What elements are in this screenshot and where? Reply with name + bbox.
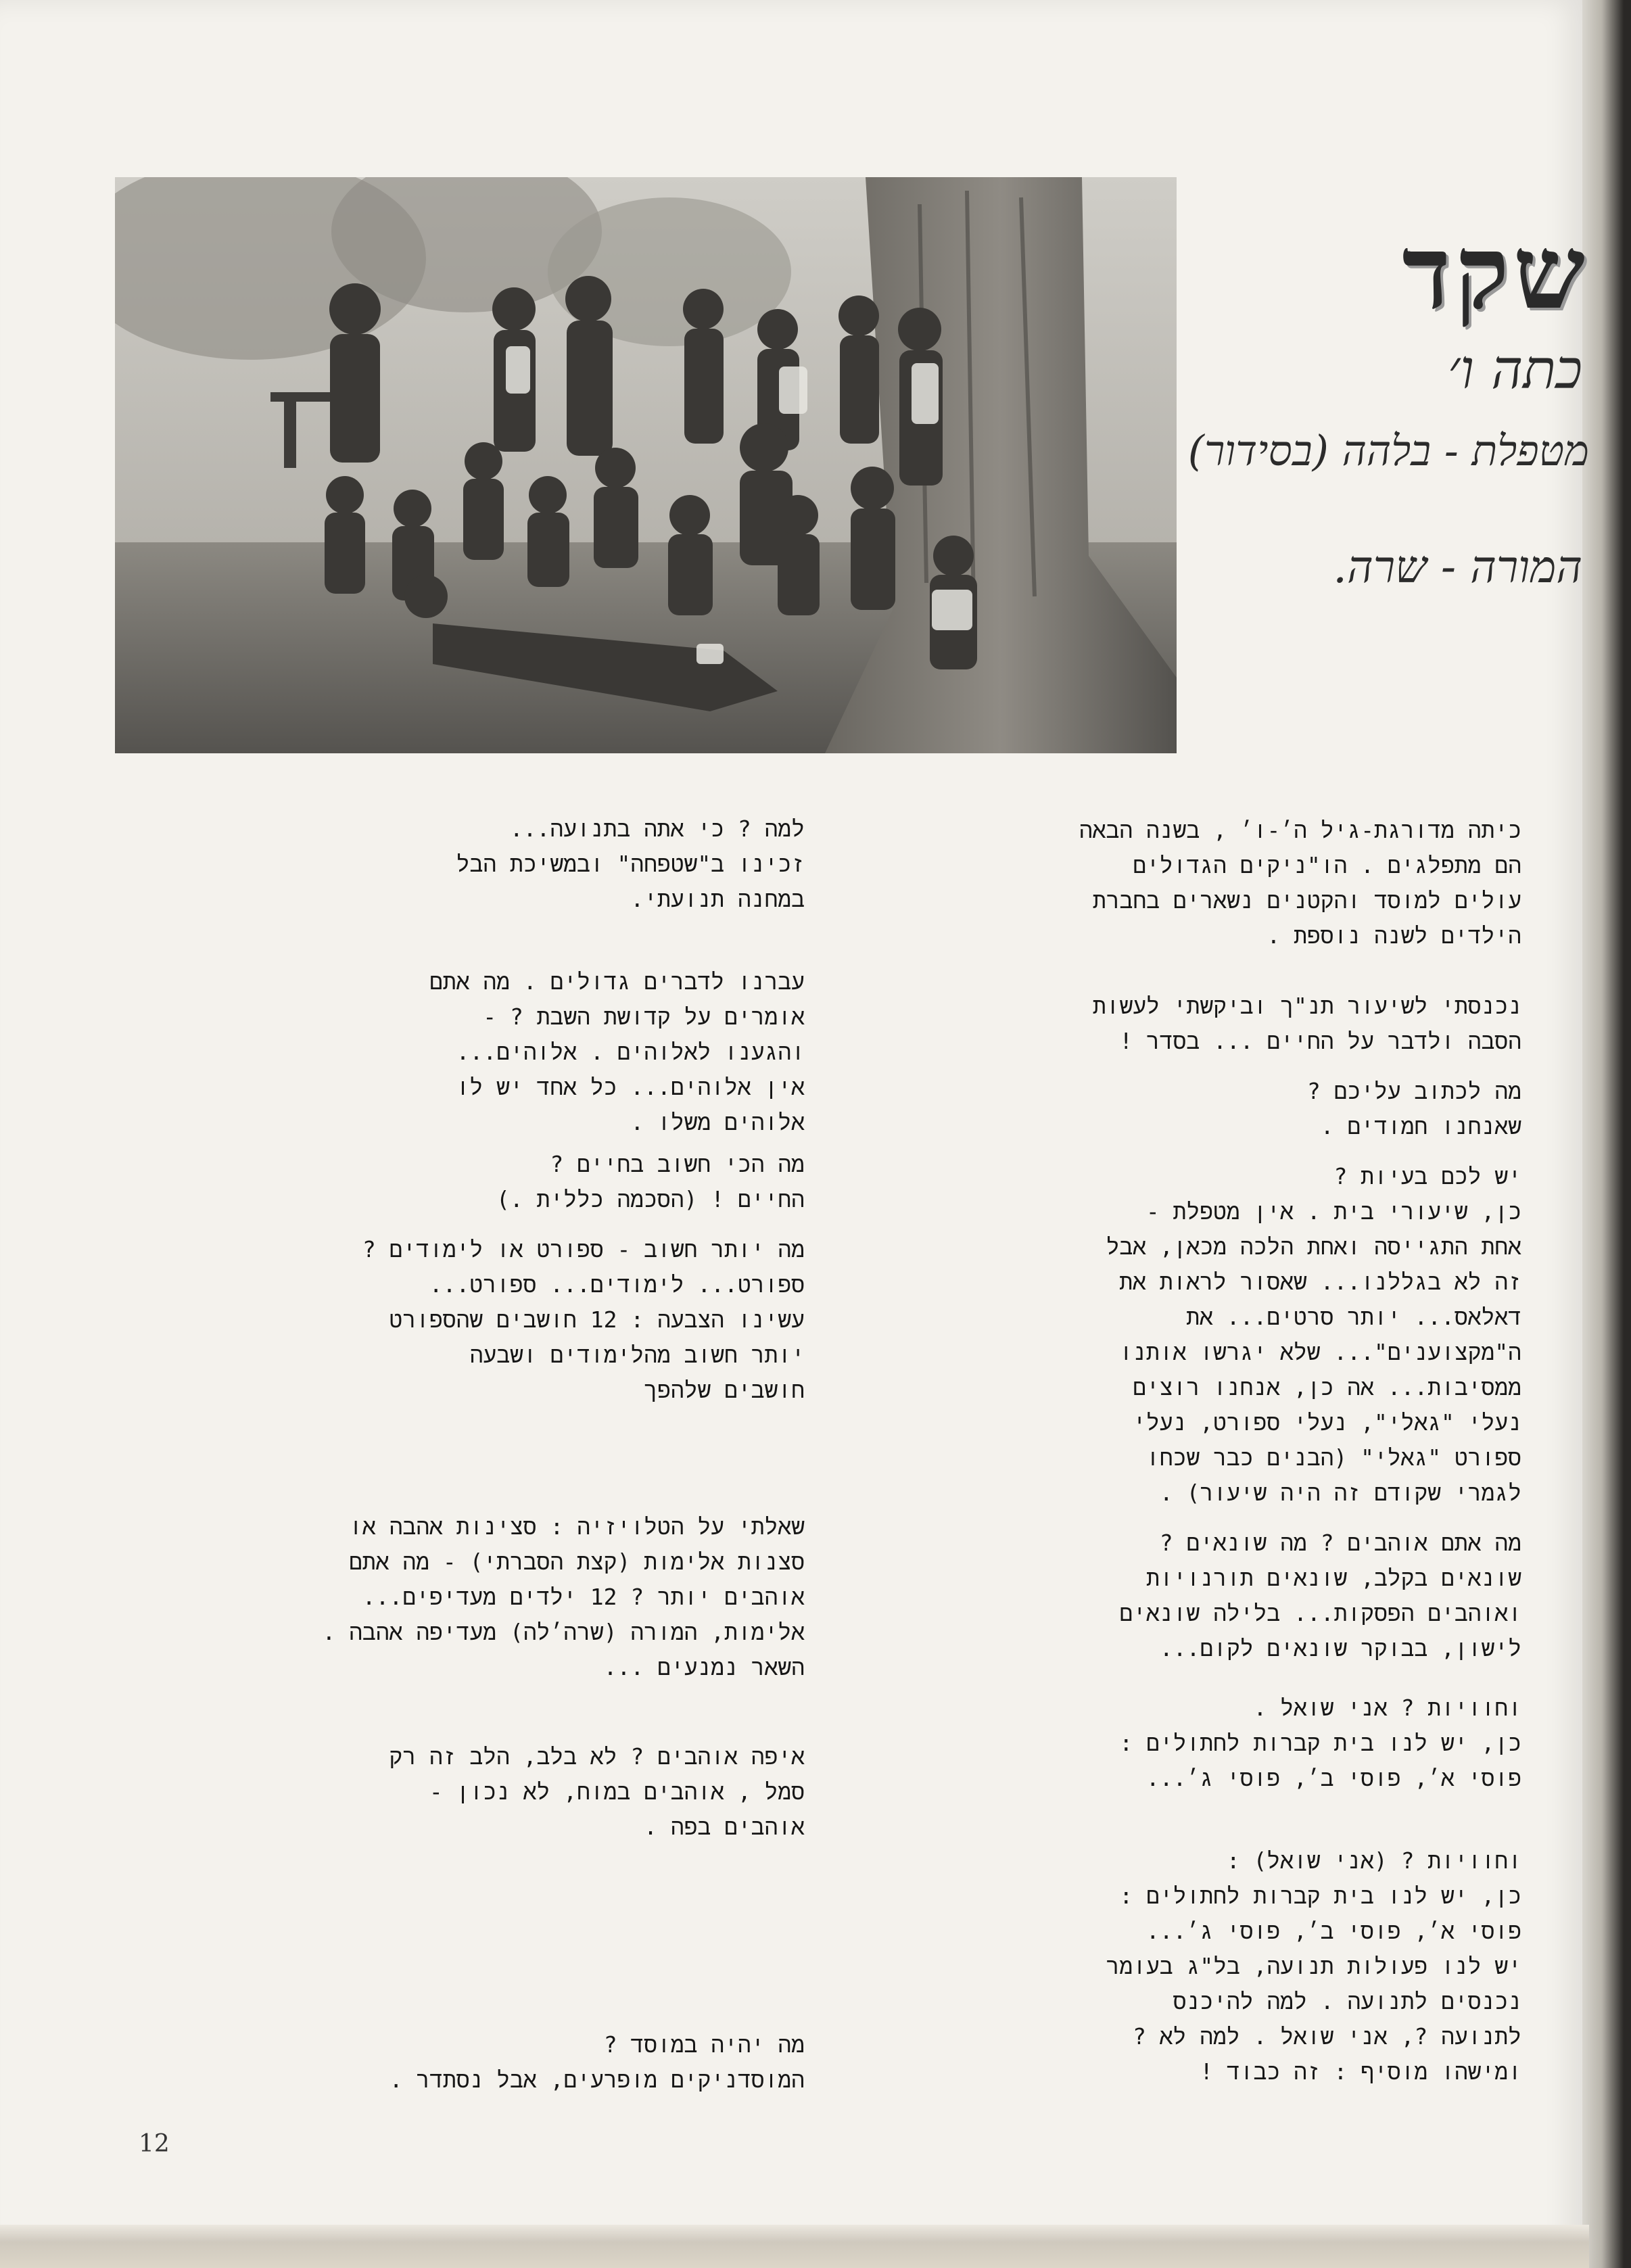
text-line: אלימות, המורה (שרה׳לה) מעדיפה אהבה . (322, 1619, 805, 1645)
text-line: כיתה מדורגת-גיל ה׳-ו׳ , בשנה הבאה (1079, 817, 1521, 843)
paragraph (128, 1739, 805, 1845)
text-line: סצנות אלימות (קצת הסברתי) - מה אתם (349, 1549, 805, 1575)
text-line: ומישהו מוסיף : זה כבוד ! (1200, 2058, 1521, 2085)
text-line: יש לכם בעיות ? (1333, 1163, 1521, 1189)
text-line: נעלי "גאלי", נעלי ספורט, נעלי (1133, 1409, 1521, 1436)
text-line: עברנו לדברים גדולים . מה אתם (429, 968, 805, 995)
text-line: יש לנו פעולות תנועה, בל"ג בעומר (1106, 1953, 1521, 1979)
text-line: אחת התגייסה ואחת הלכה מכאן, אבל (1106, 1233, 1521, 1260)
paragraph (838, 1526, 1521, 1666)
text-line: ממסיבות... אה כן, אנחנו רוצים (1133, 1374, 1521, 1400)
caregiver-note: מטפלת - בלהה (בסידור) (1187, 426, 1589, 475)
text-line: מה יהיה במוסד ? (603, 2031, 805, 2058)
text-line: לגמרי שקודם זה היה שיעור) . (1159, 1480, 1521, 1506)
text-line: זה לא בגללנו... שאסור לראות את (1119, 1269, 1521, 1295)
text-line: המוסדניקים מופרעים, אבל נסתדר . (389, 2066, 805, 2093)
text-line: פוסי א׳, פוסי ב׳, פוסי ג׳... (1145, 1765, 1521, 1791)
text-line: ואוהבים הפסקות... בלילה שונאים (1119, 1600, 1521, 1626)
page-binding-shadow (1582, 0, 1631, 2268)
text-line: וחוויות ? (אני שואל) : (1226, 1847, 1521, 1874)
text-line: הילדים לשנה נוספת . (1267, 922, 1521, 949)
text-line: מה אתם אוהבים ? מה שונאים ? (1159, 1530, 1521, 1556)
text-line: מה לכתוב עליכם ? (1306, 1078, 1521, 1104)
text-line: החיים ! (הסכמה כללית .) (496, 1186, 805, 1212)
text-line: כן, שיעורי בית . אין מטפלת - (1145, 1198, 1521, 1225)
text-line: לישון, בבוקר שונאים לקום... (1159, 1635, 1521, 1661)
text-line: פוסי א׳, פוסי ב׳, פוסי ג׳... (1145, 1918, 1521, 1944)
paragraph (128, 1232, 805, 1408)
paragraph (838, 989, 1521, 1059)
text-line: כן, יש לנו בית קברות לחתולים : (1119, 1883, 1521, 1909)
paragraph (128, 811, 805, 917)
article-right-column (838, 813, 1521, 2089)
paragraph (838, 1691, 1521, 1796)
paragraph (838, 813, 1521, 953)
text-line: נכנסים לתנועה . למה להיכנס (1173, 1988, 1521, 2014)
paragraph (128, 2027, 805, 2098)
text-line: ספורט... לימודים... ספורט... (429, 1271, 805, 1298)
text-line: סמל , אוהבים במוח, לא נכון - (429, 1778, 805, 1805)
class-grade-note: כתה ו׳ (1447, 338, 1582, 401)
teacher-note: המורה - שרה. (1333, 541, 1582, 593)
class-group-photo (115, 177, 1177, 753)
text-line: וחוויות ? אני שואל . (1253, 1695, 1521, 1721)
text-line: אין אלוהים... כל אחד יש לו (456, 1074, 805, 1100)
text-line: שונאים בקלב, שונאים תורנויות (1146, 1565, 1521, 1591)
text-line: זכינו ב"שטפחה" ובמשיכת הבל (456, 851, 805, 877)
text-line: הם מתפלגים . הו"ניקים הגדולים (1133, 852, 1521, 878)
text-line: הסבה ולדבר על החיים ... בסדר ! (1119, 1028, 1521, 1054)
article-left-column (128, 811, 805, 2098)
text-line: יותר חשוב מהלימודים ושבעה (469, 1342, 805, 1368)
text-line: אלוהים משלו . (630, 1109, 805, 1135)
class-name-title: שקד (1402, 213, 1589, 332)
text-line: עשינו הצבעה : 12 חושבים שהספורט (389, 1306, 805, 1333)
page-number: 12 (139, 2130, 170, 2158)
text-line: למה ? כי אתה בתנועה... (509, 816, 805, 842)
text-line: מה יותר חשוב - ספורט או לימודים ? (362, 1236, 805, 1262)
text-line: אומרים על קדושת השבת ? - (483, 1003, 805, 1030)
paragraph (838, 1074, 1521, 1144)
text-line: עולים למוסד והקטנים נשארים בחברת (1093, 887, 1521, 914)
text-line: אוהבים בפה . (644, 1814, 805, 1840)
text-line: לתנועה ?, אני שואל . למה לא ? (1132, 2023, 1521, 2050)
text-line: מה הכי חשוב בחיים ? (550, 1151, 805, 1177)
text-line: והגענו לאלוהים . אלוהים... (456, 1039, 805, 1065)
text-line: כן, יש לנו בית קברות לחתולים : (1119, 1730, 1521, 1756)
text-line: שאלתי על הטלויזיה : סצינות אהבה או (349, 1513, 805, 1540)
text-line: אוהבים יותר ? 12 ילדים מעדיפים... (362, 1584, 805, 1610)
paragraph (128, 1147, 805, 1217)
text-line: חושבים שלהפך (644, 1377, 805, 1403)
text-line: איפה אוהבים ? לא בלב, הלב זה רק (389, 1743, 805, 1770)
paragraph (128, 1509, 805, 1685)
paragraph (838, 1843, 1521, 2089)
paragraph (128, 964, 805, 1140)
text-line: ספורט "גאלי" (הבנים כבר שכחו (1146, 1444, 1521, 1471)
paragraph (838, 1159, 1521, 1511)
text-line: במחנה תנועתי. (630, 886, 805, 912)
class-group-photo-drawing (115, 177, 1177, 753)
text-line: ה"מקצוענים"... שלא יגרשו אותנו (1119, 1339, 1521, 1365)
text-line: דאלאס... יותר סרטים... את (1186, 1304, 1521, 1330)
text-line: שאנחנו חמודים . (1320, 1113, 1521, 1139)
text-line: השאר נמנעים ... (603, 1654, 805, 1680)
stacked-pages-edge (0, 2225, 1589, 2268)
text-line: נכנסתי לשיעור תנ"ך וביקשתי לעשות (1092, 993, 1521, 1019)
